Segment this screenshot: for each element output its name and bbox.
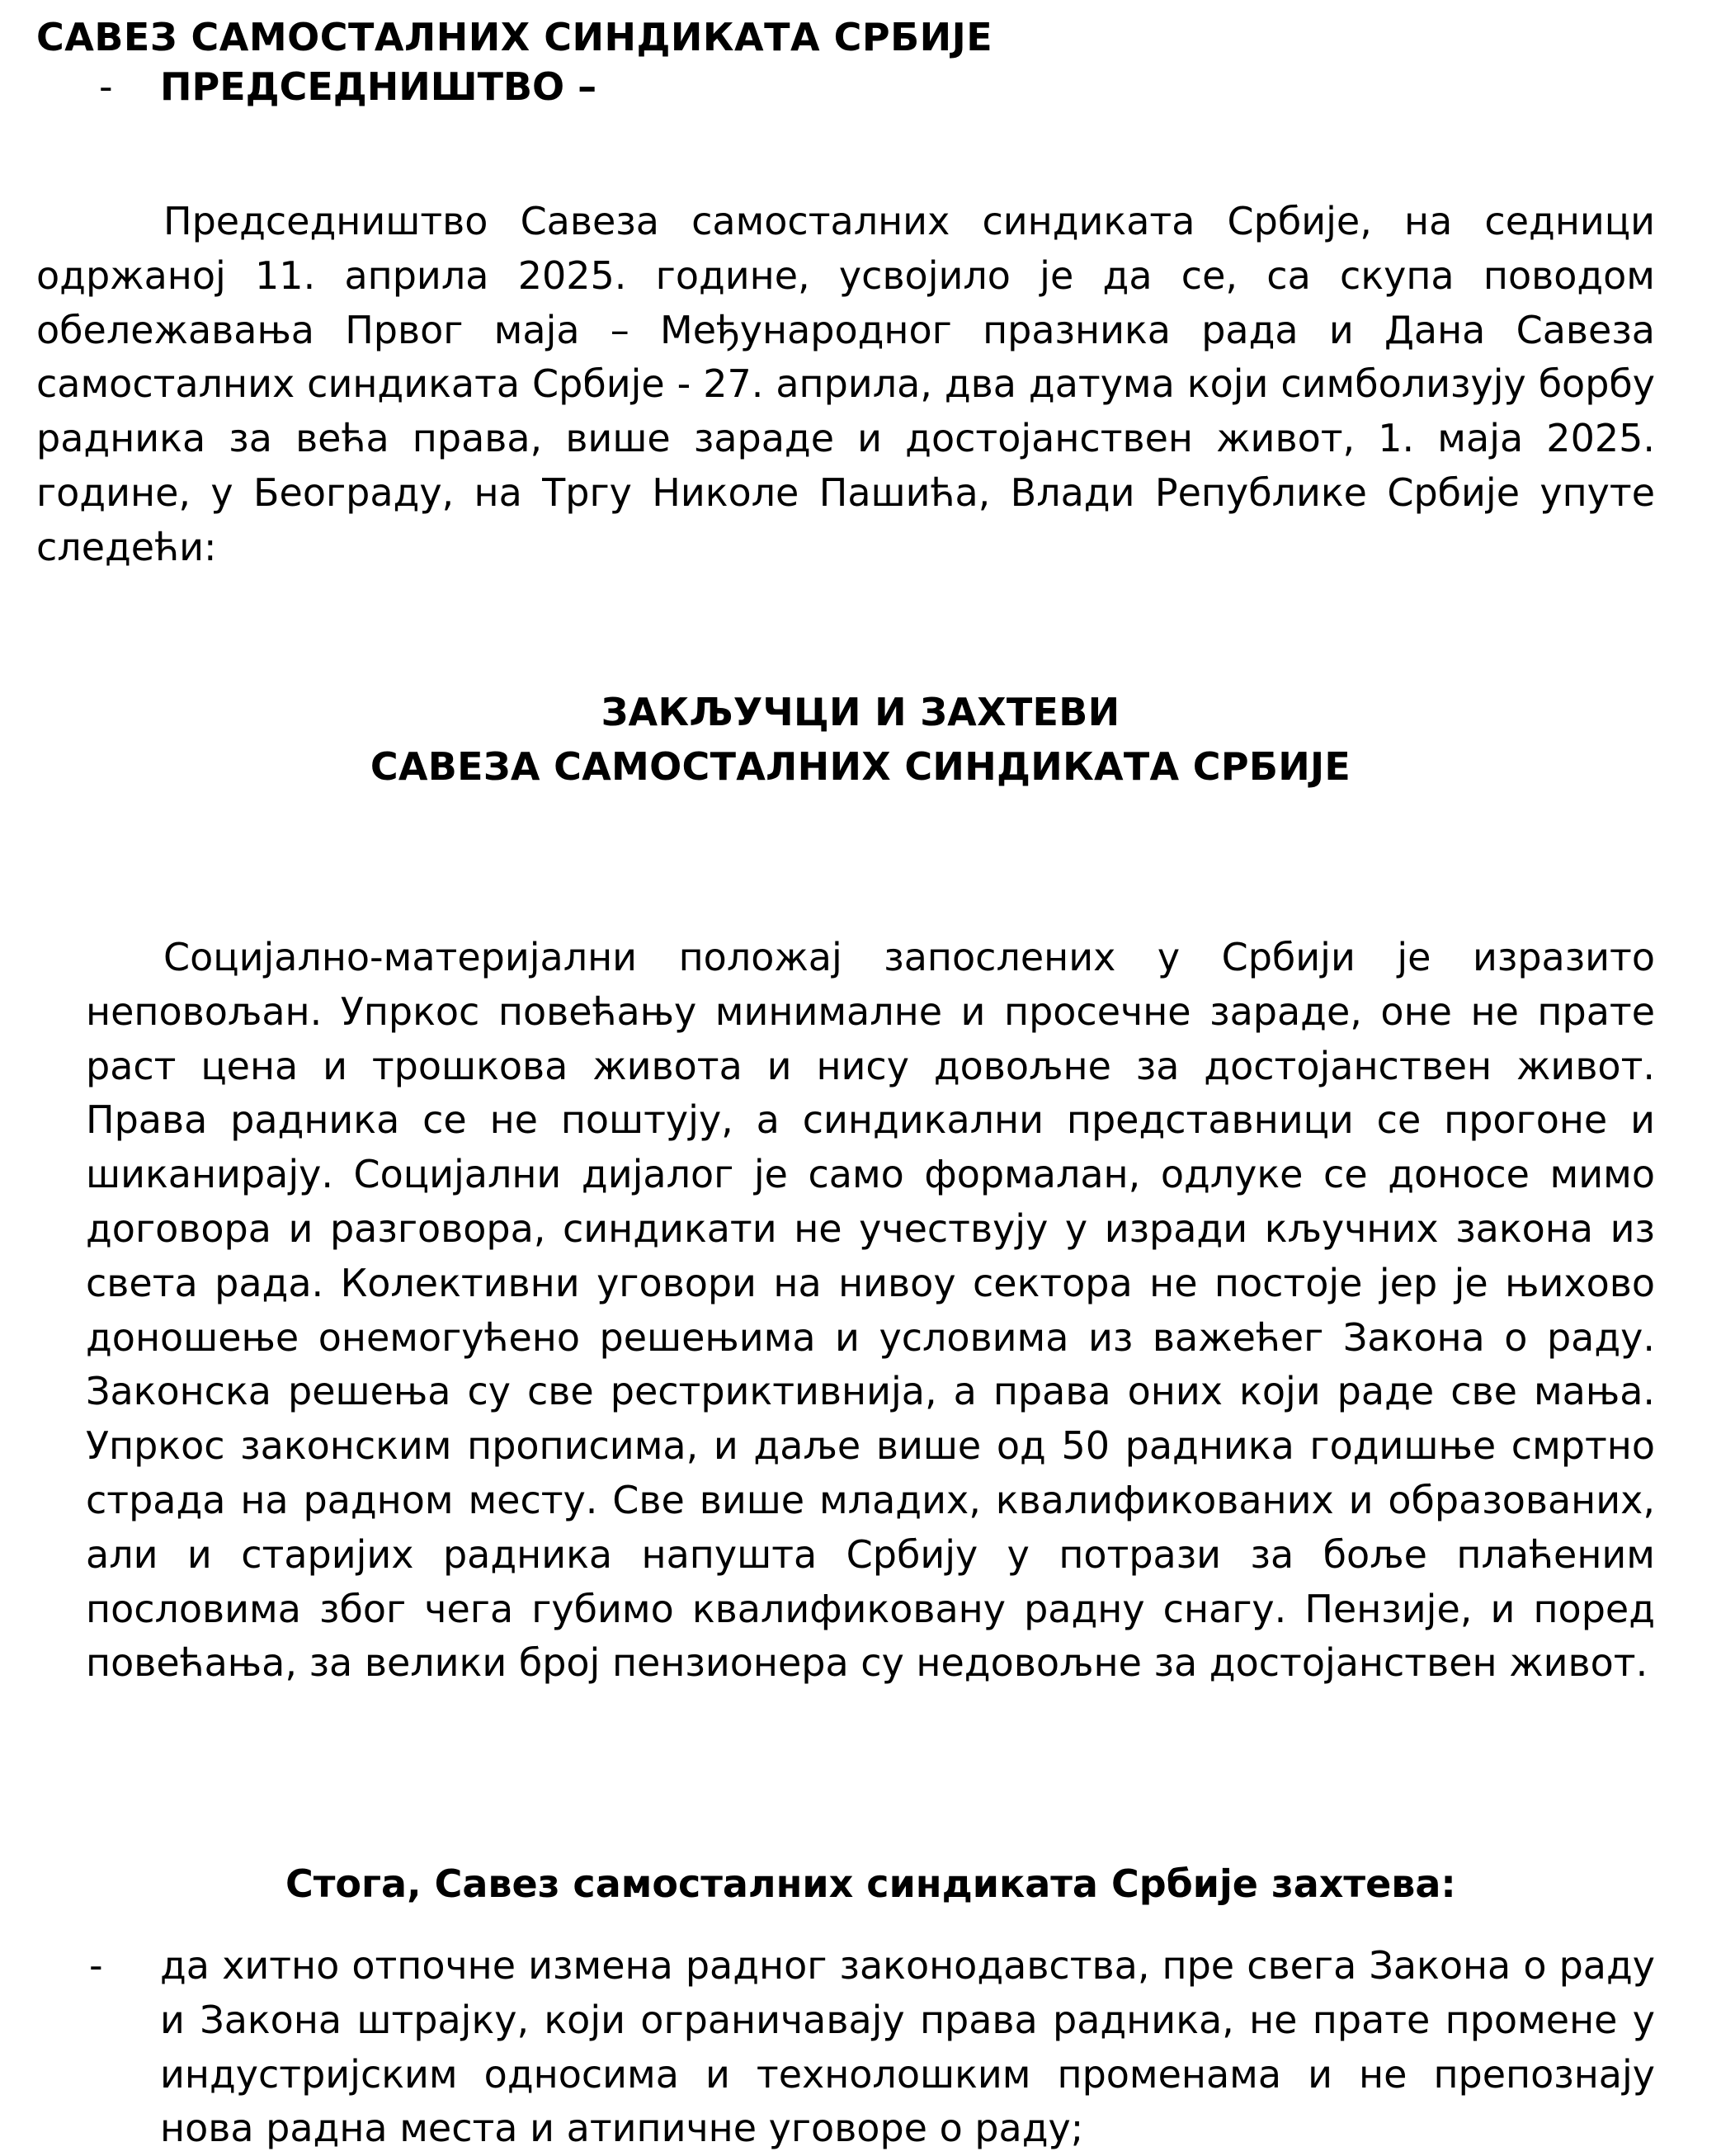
intro-paragraph: Председништво Савеза самосталних синдиката Србије, на седници одржаној 11. априла 2025. године, усвојило је да се, са скупа поводом обележавања Првог маја – Међународног празника рада и Дана Савеза самосталних синдиката Србије - 27. априла, два датума који симболизују борбу радника за већа права, више зараде и достојанствен живот, 1. маја 2025. године, у Београду, на Тргу Николе Пашића, Влади Републике Србије упуте следећи: xyxy=(36,199,1655,569)
section-title-line-2: САВЕЗА САМОСТАЛНИХ СИНДИКАТА СРБИЈЕ xyxy=(370,744,1351,789)
demand-item-text: да хитно отпочне измена радног законодавства, пре свега Закона о раду и Закона штрајку, који ограничавају права радника, не прате промене у индустријским односима и технолошким променама и не препознају нова радна места и атипичне уговоре о раду; xyxy=(160,1943,1655,2151)
situation-paragraph: Социјално-материјални положај запослених у Србији је изразито неповољан. Упркос повећању минималне и просечне зараде, оне не прате раст цена и трошкова живота и нису довољне за достојанствен живот. Права радника се не поштују, а синдикални представници се прогоне и шиканирају. Социјални дијалог је само формалан, одлуке се доносе мимо договора и разговора, синдикати не учествују у изради кључних закона из света рада. Колективни уговори на нивоу сектора не постоје јер је њихово доношење онемогућено решењима и условима из важећег Закона о раду. Законска решења су све рестриктивнија, а права оних који раде све мања. Упркос законским прописима, и даље више од 50 радника годишње смртно страда на радном месту. Све више младих, квалификованих и образованих, али и старијих радника напушта Србију у потрази за боље плаћеним пословима због чега губимо квалификовану радну снагу. Пензије, и поред повећања, за велики број пензионера су недовољне за достојанствен живот. xyxy=(86,935,1655,1686)
heading-dash: - xyxy=(99,64,113,109)
organization-name: САВЕЗ САМОСТАЛНИХ СИНДИКАТА СРБИЈЕ xyxy=(36,15,993,59)
list-bullet: - xyxy=(89,1943,103,1988)
presidency-heading-text: ПРЕДСЕДНИШТВО – xyxy=(160,64,597,109)
presidency-heading xyxy=(99,63,596,111)
section-title-line-1: ЗАКЉУЧЦИ И ЗАХТЕВИ xyxy=(601,690,1120,734)
demands-heading: Стога, Савез самосталних синдиката Србије захтева: xyxy=(285,1861,1456,1906)
